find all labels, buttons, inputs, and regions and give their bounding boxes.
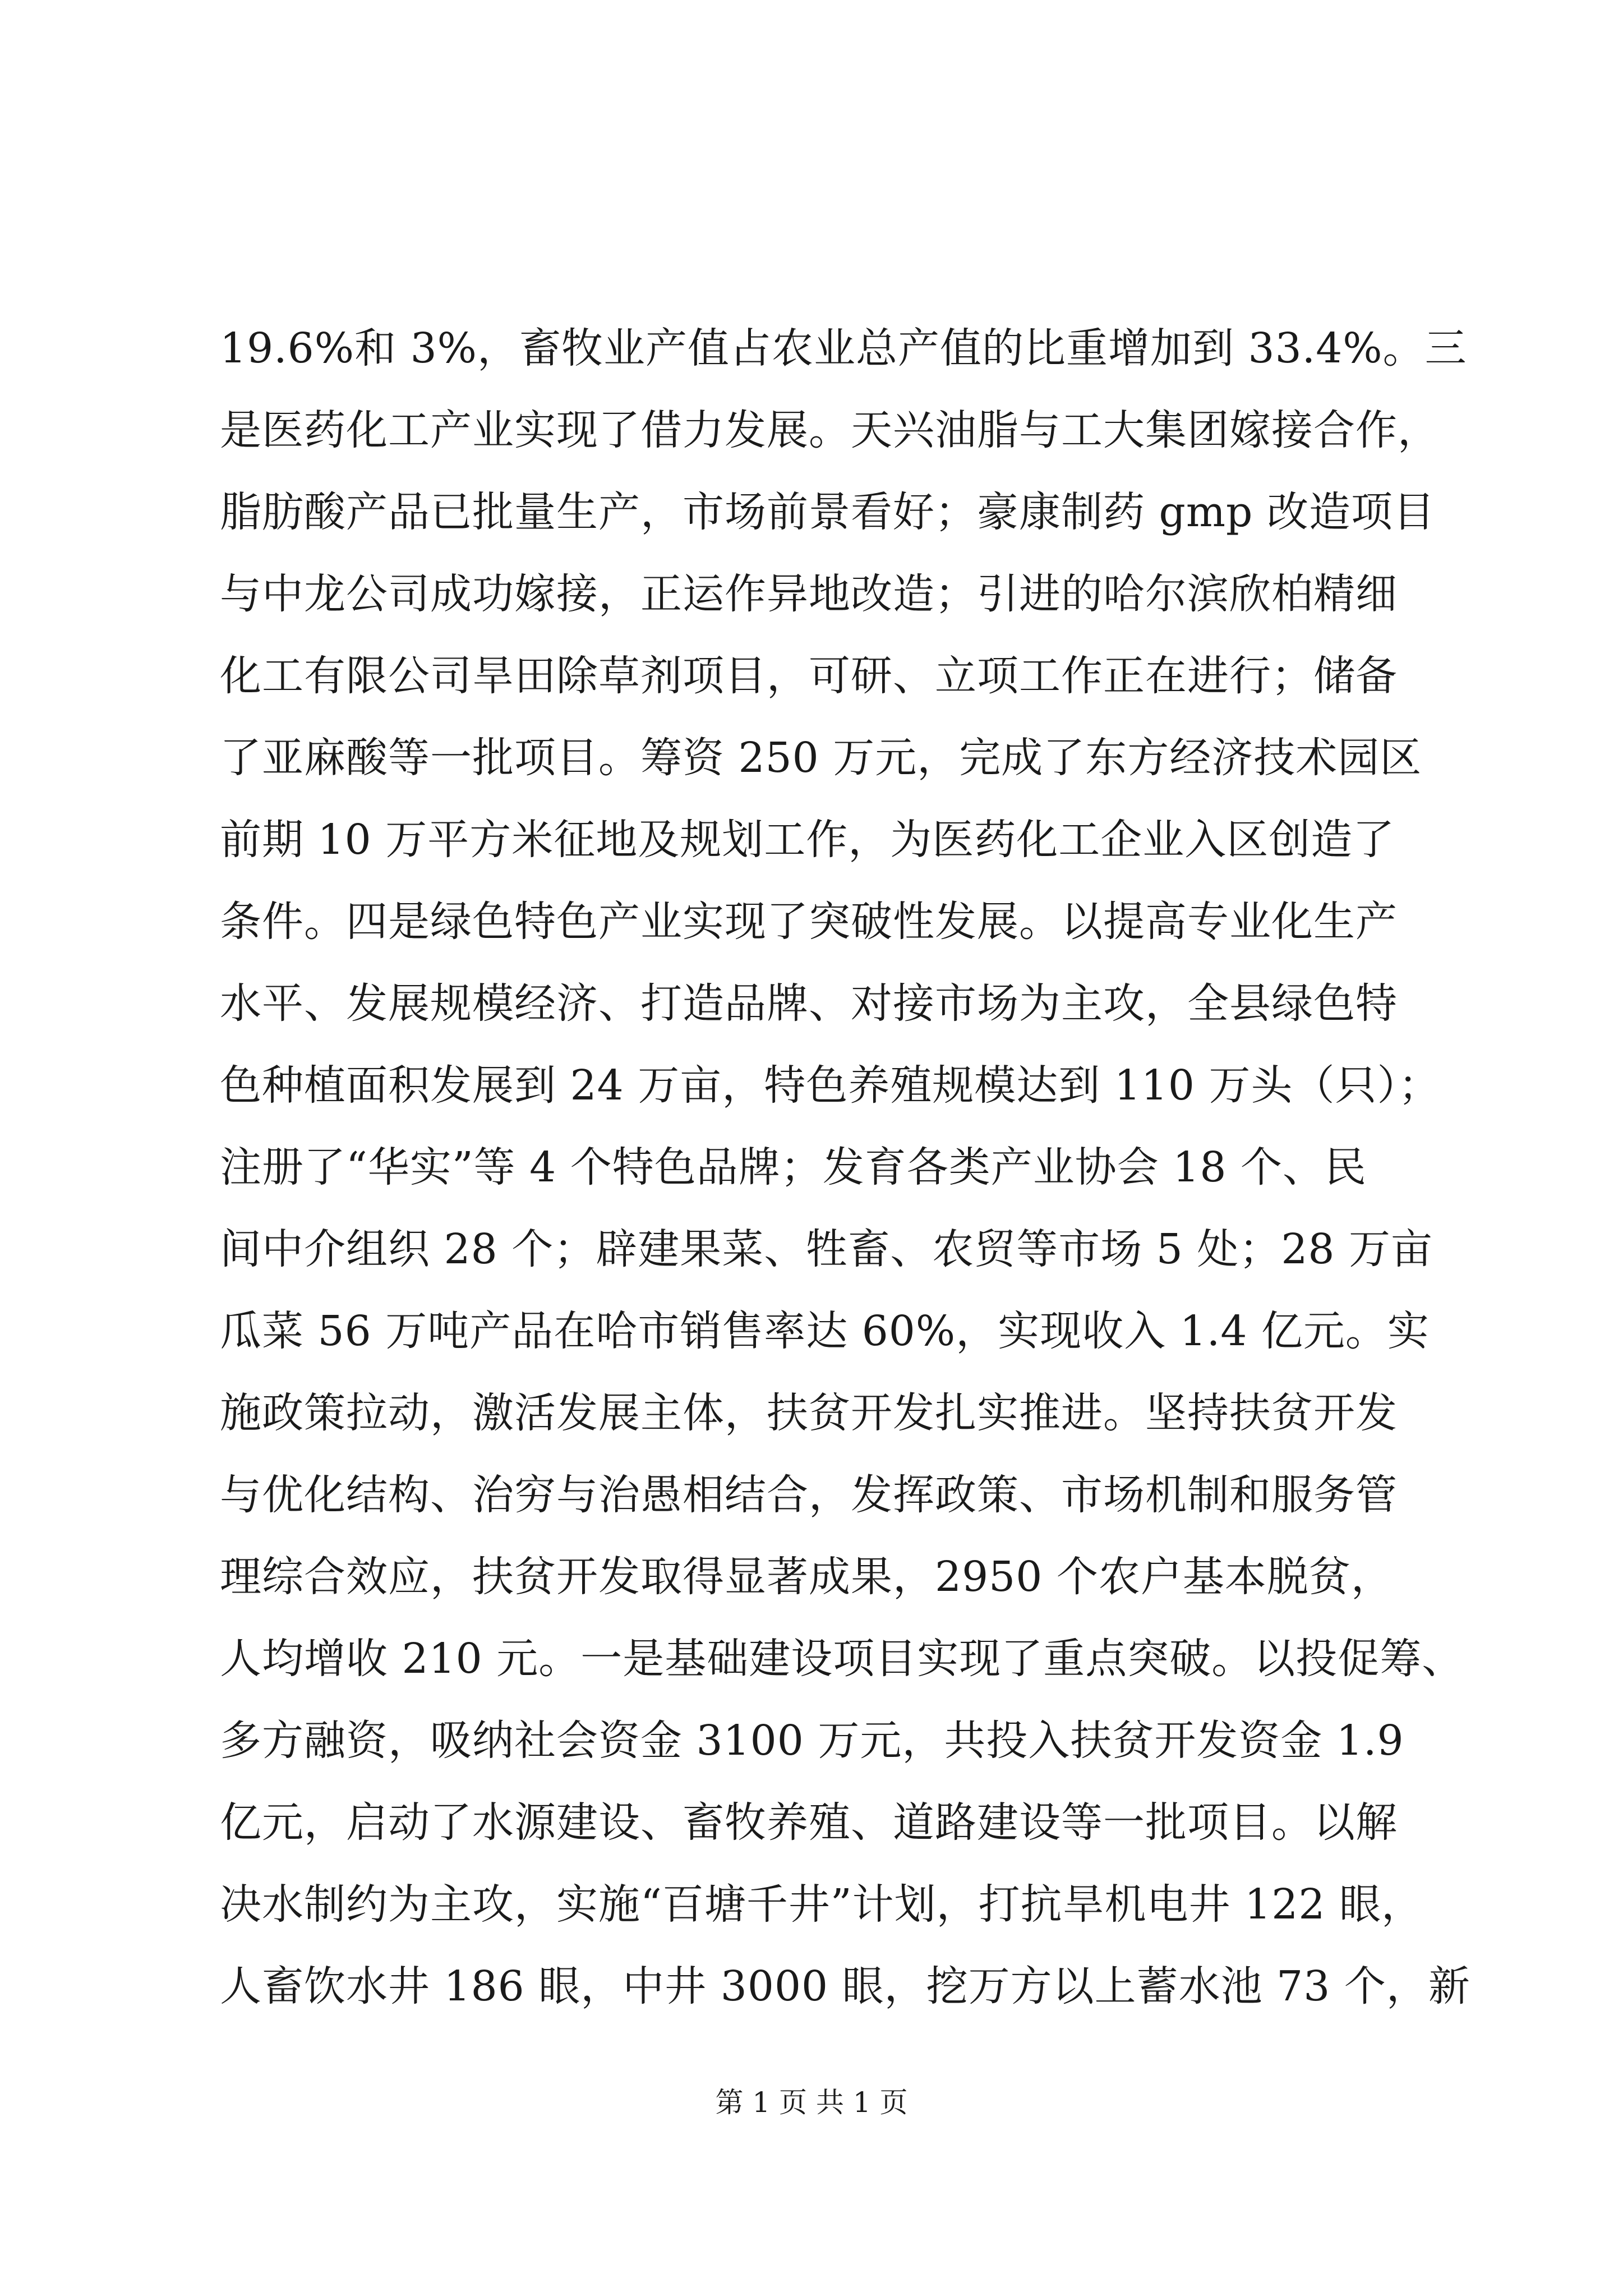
- text-line: 施政策拉动，激活发展主体，扶贫开发扎实推进。坚持扶贫开发: [220, 1389, 1398, 1437]
- text-line: 了亚麻酸等一批项目。筹资 250 万元，完成了东方经济技术园区: [220, 734, 1422, 782]
- text-line: 注册了“华实”等 4 个特色品牌；发育各类产业协会 18 个、民: [220, 1143, 1367, 1191]
- text-line: 决水制约为主攻，实施“百塘千井”计划，打抗旱机电井 122 眼，: [220, 1880, 1423, 1929]
- page-footer: 第 1 页 共 1 页: [715, 2086, 908, 2119]
- text-line: 前期 10 万平方米征地及规划工作，为医药化工企业入区创造了: [220, 816, 1395, 864]
- text-line: 人畜饮水井 186 眼，中井 3000 眼，挖万方以上蓄水池 73 个，新: [220, 1962, 1470, 2010]
- text-line: 19.6%和 3%，畜牧业产值占农业总产值的比重增加到 33.4%。三: [220, 324, 1467, 372]
- text-line: 条件。四是绿色特色产业实现了突破性发展。以提高专业化生产: [220, 898, 1398, 946]
- text-line: 是医药化工产业实现了借力发展。天兴油脂与工大集团嫁接合作，: [220, 406, 1440, 454]
- text-line: 间中介组织 28 个；辟建果菜、牲畜、农贸等市场 5 处；28 万亩: [220, 1225, 1433, 1273]
- text-line: 脂肪酸产品已批量生产，市场前景看好；豪康制药 gmp 改造项目: [220, 488, 1435, 536]
- text-line: 瓜菜 56 万吨产品在哈市销售率达 60%，实现收入 1.4 亿元。实: [220, 1307, 1430, 1355]
- text-line: 化工有限公司旱田除草剂项目，可研、立项工作正在进行；储备: [220, 652, 1398, 700]
- body-text: [220, 307, 1470, 2027]
- text-line: 与优化结构、治穷与治愚相结合，发挥政策、市场机制和服务管: [220, 1471, 1398, 1519]
- text-line: 人均增收 210 元。一是基础建设项目实现了重点突破。以投促筹、: [220, 1635, 1464, 1683]
- text-line: 理综合效应，扶贫开发取得显著成果，2950 个农户基本脱贫，: [220, 1553, 1393, 1601]
- text-line: 亿元，启动了水源建设、畜牧养殖、道路建设等一批项目。以解: [220, 1798, 1398, 1847]
- text-line: 水平、发展规模经济、打造品牌、对接市场为主攻，全县绿色特: [220, 979, 1398, 1028]
- text-line: 色种植面积发展到 24 万亩，特色养殖规模达到 110 万头（只）；: [220, 1061, 1441, 1110]
- text-line: 多方融资，吸纳社会资金 3100 万元，共投入扶贫开发资金 1.9: [220, 1717, 1404, 1765]
- text-line: 与中龙公司成功嫁接，正运作异地改造；引进的哈尔滨欣柏精细: [220, 570, 1398, 618]
